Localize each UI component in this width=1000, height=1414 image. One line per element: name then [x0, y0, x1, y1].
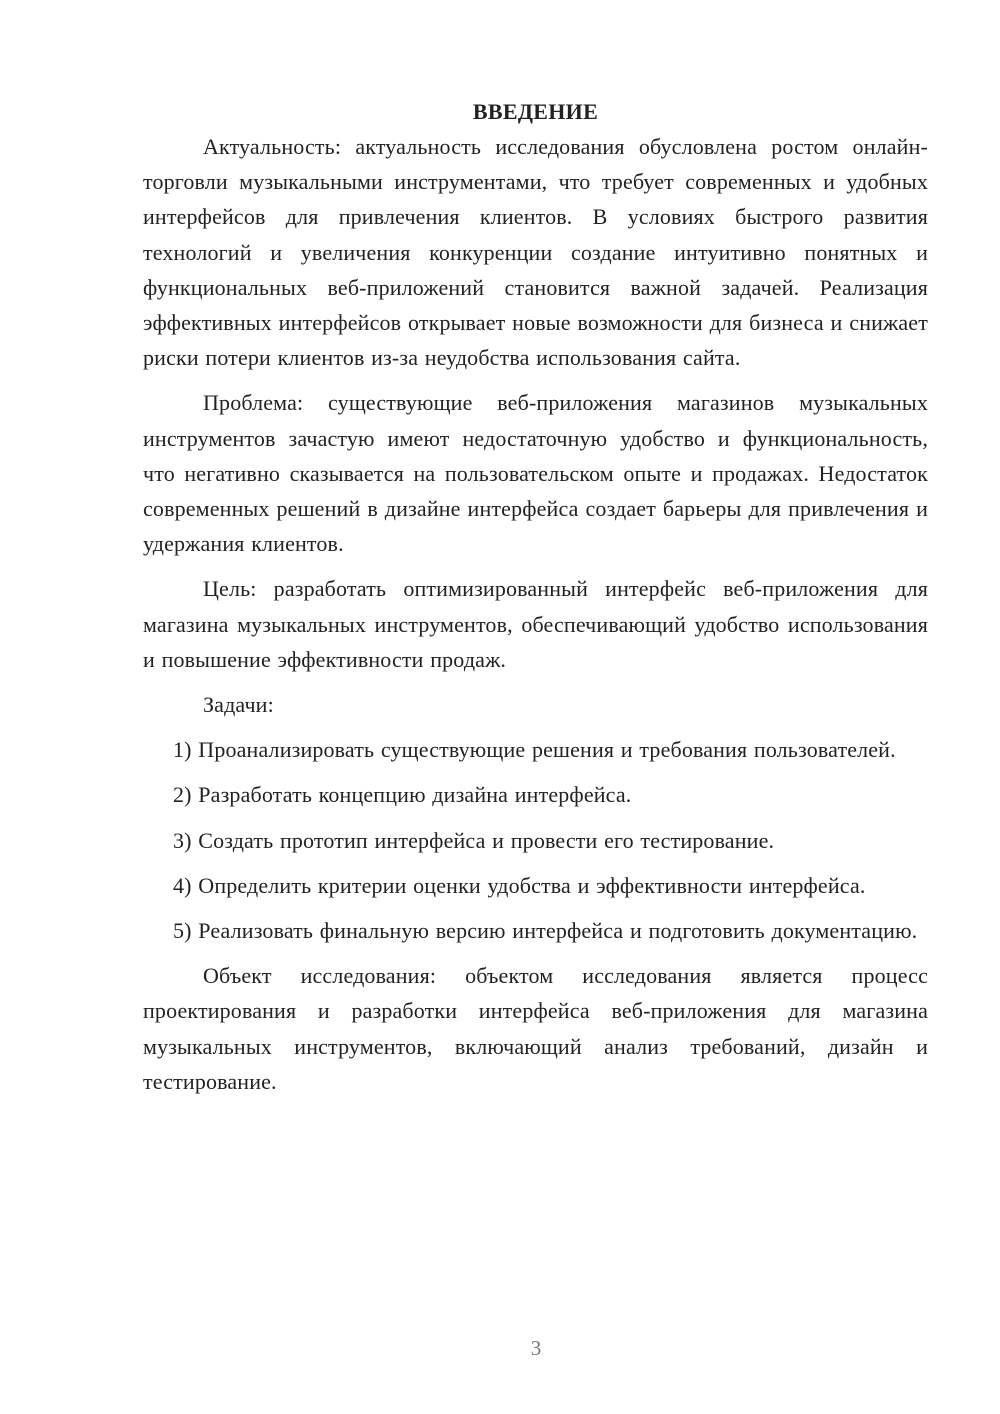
- page-title: ВВЕДЕНИЕ: [472, 99, 599, 124]
- spacer: [143, 561, 928, 571]
- list-item: 5) Реализовать финальную версию интерфейса и подготовить документацию.: [173, 918, 918, 944]
- page-number: 3: [530, 1336, 542, 1360]
- spacer: [143, 858, 928, 868]
- paragraph-relevance: Актуальность: актуальность исследования обусловлена ростом онлайн-торговли музыкальными инструментами, что требует современных и удобных интерфейсов для привлечения клиентов. В условиях быстрого развития технологий и увеличения конкуренции создание интуитивно понятных и функциональных веб-приложений становится важной задачей. Реализация эффективных интерфейсов открывает новые возможности для бизнеса и снижает риски потери клиентов из-за неудобства использования сайта.: [143, 134, 928, 371]
- document-page: [143, 94, 928, 1099]
- list-item: 1) Проанализировать существующие решения и требования пользователей.: [173, 737, 896, 763]
- paragraph-goal: Цель: разработать оптимизированный интерфейс веб-приложения для магазина музыкальных инструментов, обеспечивающий удобство использования и повышение эффективности продаж.: [143, 576, 928, 672]
- list-item: 2) Разработать концепцию дизайна интерфейса.: [173, 782, 632, 808]
- paragraph-problem: Проблема: существующие веб-приложения магазинов музыкальных инструментов зачастую имеют недостаточную удобство и функциональность, что негативно сказывается на пользовательском опыте и продажах. Недостаток современных решений в дизайне интерфейса создает барьеры для привлечения и удержания клиентов.: [143, 390, 928, 557]
- spacer: [143, 722, 928, 732]
- spacer: [143, 813, 928, 823]
- tasks-heading: Задачи:: [203, 692, 274, 718]
- spacer: [143, 375, 928, 385]
- spacer: [143, 948, 928, 958]
- spacer: [143, 767, 928, 777]
- paragraph-object: Объект исследования: объектом исследования является процесс проектирования и разработки интерфейса веб-приложения для магазина музыкальных инструментов, включающий анализ требований, дизайн и тестирование.: [143, 963, 928, 1094]
- list-item: 4) Определить критерии оценки удобства и эффективности интерфейса.: [173, 872, 866, 898]
- tasks-list: [143, 732, 928, 948]
- list-item: 3) Создать прототип интерфейса и провести его тестирование.: [173, 827, 775, 853]
- spacer: [143, 677, 928, 687]
- spacer: [143, 903, 928, 913]
